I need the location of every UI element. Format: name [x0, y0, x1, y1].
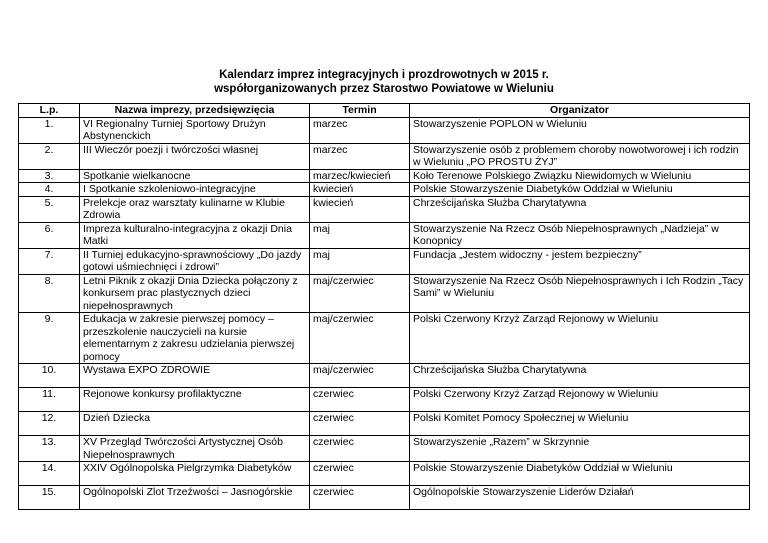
cell-term: czerwiec: [310, 436, 410, 462]
table-row: [19, 364, 750, 388]
cell-organizer: Polskie Stowarzyszenie Diabetyków Oddział w Wieluniu: [410, 183, 750, 197]
table-row: [19, 117, 750, 143]
cell-organizer: Chrześcijańska Służba Charytatywna: [410, 364, 750, 388]
cell-organizer: Chrześcijańska Służba Charytatywna: [410, 196, 750, 222]
cell-name: XXIV Ogólnopolska Pielgrzymka Diabetyków: [80, 462, 310, 486]
table-row: [19, 388, 750, 412]
cell-organizer: Stowarzyszenie osób z problemem choroby nowotworowej i ich rodzin w Wieluniu „PO PROSTU ŻYJ”: [410, 143, 750, 169]
table-row: [19, 183, 750, 197]
cell-lp: 1.: [19, 117, 80, 143]
cell-term: maj/czerwiec: [310, 364, 410, 388]
table-row: [19, 274, 750, 313]
cell-organizer: Fundacja „Jestem widoczny - jestem bezpieczny”: [410, 248, 750, 274]
cell-term: czerwiec: [310, 412, 410, 436]
cell-term: czerwiec: [310, 486, 410, 510]
cell-organizer: Stowarzyszenie POPLON w Wieluniu: [410, 117, 750, 143]
cell-lp: 7.: [19, 248, 80, 274]
cell-organizer: Stowarzyszenie Na Rzecz Osób Niepełnosprawnych i Ich Rodzin „Tacy Sami” w Wieluniu: [410, 274, 750, 313]
cell-term: marzec: [310, 117, 410, 143]
cell-organizer: Polski Czerwony Krzyż Zarząd Rejonowy w Wieluniu: [410, 388, 750, 412]
cell-lp: 12.: [19, 412, 80, 436]
cell-name: Rejonowe konkursy profilaktyczne: [80, 388, 310, 412]
document-title-line-2: współorganizowanych przez Starostwo Powiatowe w Wieluniu: [214, 83, 554, 95]
cell-name: Impreza kulturalno-integracyjna z okazji Dnia Matki: [80, 222, 310, 248]
cell-term: maj/czerwiec: [310, 274, 410, 313]
cell-term: czerwiec: [310, 388, 410, 412]
events-table: [18, 103, 750, 510]
table-row: [19, 196, 750, 222]
header-name: Nazwa imprezy, przedsięwzięcia: [80, 104, 310, 118]
table-row: [19, 143, 750, 169]
cell-organizer: Ogólnopolskie Stowarzyszenie Liderów Działań: [410, 486, 750, 510]
cell-organizer: Polski Czerwony Krzyż Zarząd Rejonowy w Wieluniu: [410, 313, 750, 364]
table-row: [19, 248, 750, 274]
cell-name: Dzień Dziecka: [80, 412, 310, 436]
table-row: [19, 313, 750, 364]
cell-organizer: Polskie Stowarzyszenie Diabetyków Oddział w Wieluniu: [410, 462, 750, 486]
table-row: [19, 462, 750, 486]
cell-lp: 5.: [19, 196, 80, 222]
cell-organizer: Stowarzyszenie Na Rzecz Osób Niepełnosprawnych „Nadzieja” w Konopnicy: [410, 222, 750, 248]
cell-term: marzec/kwiecień: [310, 169, 410, 183]
cell-lp: 4.: [19, 183, 80, 197]
table-row: [19, 486, 750, 510]
table-header-row: [19, 104, 750, 118]
cell-lp: 15.: [19, 486, 80, 510]
cell-term: kwiecień: [310, 196, 410, 222]
header-lp: L.p.: [19, 104, 80, 118]
cell-term: marzec: [310, 143, 410, 169]
cell-name: Spotkanie wielkanocne: [80, 169, 310, 183]
table-row: [19, 222, 750, 248]
cell-term: maj/czerwiec: [310, 313, 410, 364]
cell-lp: 9.: [19, 313, 80, 364]
table-row: [19, 436, 750, 462]
cell-name: III Wieczór poezji i twórczości własnej: [80, 143, 310, 169]
table-row: [19, 169, 750, 183]
cell-organizer: Koło Terenowe Polskiego Związku Niewidomych w Wieluniu: [410, 169, 750, 183]
cell-lp: 8.: [19, 274, 80, 313]
cell-lp: 14.: [19, 462, 80, 486]
cell-name: Letni Piknik z okazji Dnia Dziecka połączony z konkursem prac plastycznych dzieci niepełnosprawnych: [80, 274, 310, 313]
cell-lp: 2.: [19, 143, 80, 169]
cell-term: kwiecień: [310, 183, 410, 197]
cell-name: VI Regionalny Turniej Sportowy Drużyn Abstynenckich: [80, 117, 310, 143]
cell-organizer: Stowarzyszenie „Razem” w Skrzynnie: [410, 436, 750, 462]
table-row: [19, 412, 750, 436]
cell-organizer: Polski Komitet Pomocy Społecznej w Wieluniu: [410, 412, 750, 436]
cell-lp: 11.: [19, 388, 80, 412]
header-term: Termin: [310, 104, 410, 118]
cell-term: czerwiec: [310, 462, 410, 486]
cell-term: maj: [310, 248, 410, 274]
cell-name: Wystawa EXPO ZDROWIE: [80, 364, 310, 388]
cell-lp: 13.: [19, 436, 80, 462]
header-organizer: Organizator: [410, 104, 750, 118]
cell-lp: 6.: [19, 222, 80, 248]
cell-name: Prelekcje oraz warsztaty kulinarne w Klubie Zdrowia: [80, 196, 310, 222]
cell-name: II Turniej edukacyjno-sprawnościowy „Do jazdy gotowi uśmiechnięci i zdrowi”: [80, 248, 310, 274]
cell-term: maj: [310, 222, 410, 248]
cell-lp: 10.: [19, 364, 80, 388]
cell-name: XV Przegląd Twórczości Artystycznej Osób Niepełnosprawnych: [80, 436, 310, 462]
cell-name: Ogólnopolski Zlot Trzeźwości – Jasnogórskie: [80, 486, 310, 510]
cell-lp: 3.: [19, 169, 80, 183]
cell-name: I Spotkanie szkoleniowo-integracyjne: [80, 183, 310, 197]
document-title-line-1: Kalendarz imprez integracyjnych i prozdrowotnych w 2015 r.: [219, 69, 549, 81]
cell-name: Edukacja w zakresie pierwszej pomocy – przeszkolenie nauczycieli na kursie elementarnym z zakresu udzielania pierwszej pomocy: [80, 313, 310, 364]
